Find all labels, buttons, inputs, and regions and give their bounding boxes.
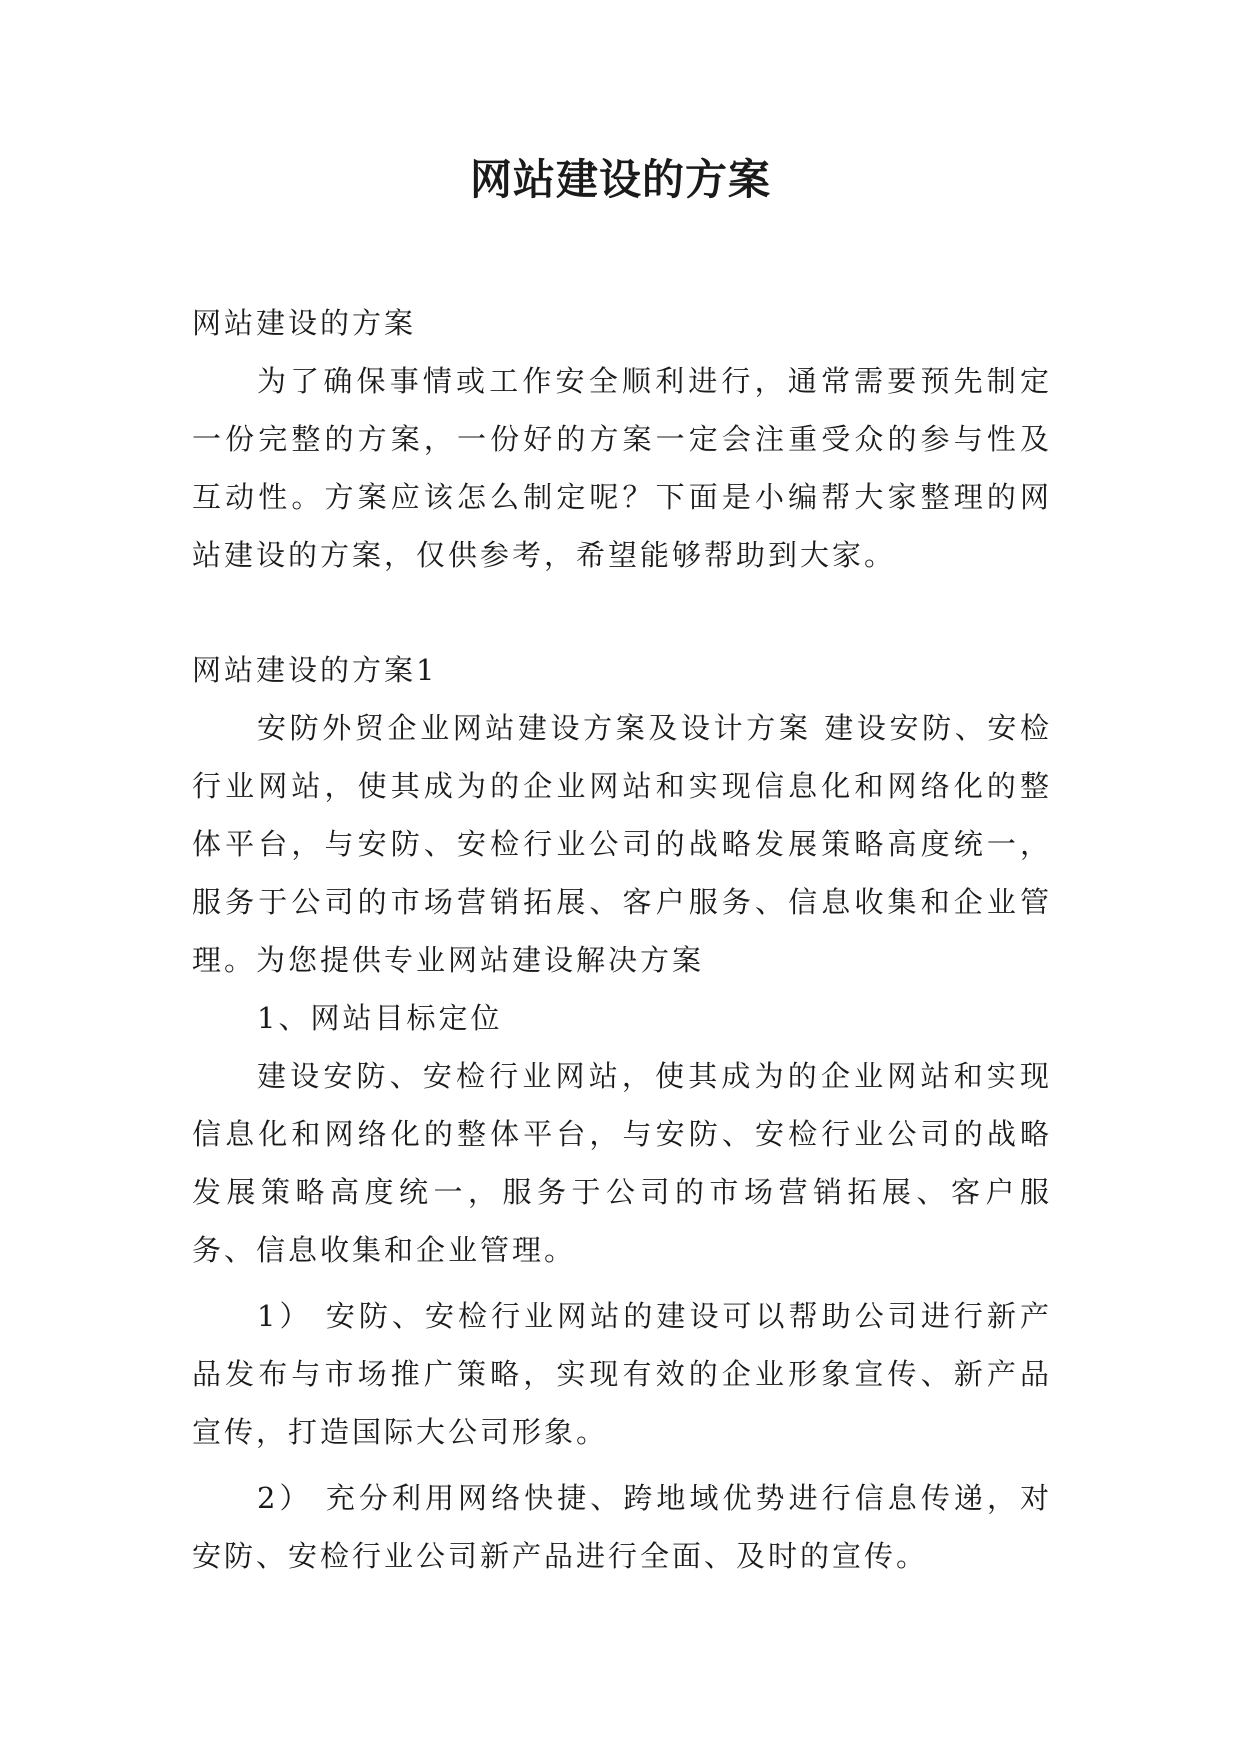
subsection-heading: 1、网站目标定位 — [257, 1001, 503, 1035]
document-body — [192, 294, 1052, 1585]
intro-paragraph: 为了确保事情或工作安全顺利进行，通常需要预先制定一份完整的方案，一份好的方案一定会注重受众的参与性及互动性。方案应该怎么制定呢？下面是小编帮大家整理的网站建设的方案，仅供参考，希望能够帮助到大家。 — [192, 364, 1052, 572]
body-paragraph: 安防外贸企业网站建设方案及设计方案 建设安防、安检行业网站，使其成为的企业网站和实现信息化和网络化的整体平台，与安防、安检行业公司的战略发展策略高度统一，服务于公司的市场营销拓展、客户服务、信息收集和企业管理。为您提供专业网站建设解决方案 — [192, 711, 1052, 977]
document-title: 网站建设的方案 — [469, 155, 771, 204]
section-heading: 网站建设的方案 — [192, 306, 417, 340]
body-paragraph: 建设安防、安检行业网站，使其成为的企业网站和实现信息化和网络化的整体平台，与安防、安检行业公司的战略发展策略高度统一，服务于公司的市场营销拓展、客户服务、信息收集和企业管理。 — [192, 1059, 1052, 1267]
section-heading: 网站建设的方案1 — [192, 653, 438, 687]
numbered-item: 1） 安防、安检行业网站的建设可以帮助公司进行新产品发布与市场推广策略，实现有效的企业形象宣传、新产品宣传，打造国际大公司形象。 — [192, 1299, 1052, 1449]
numbered-item: 2） 充分利用网络快捷、跨地域优势进行信息传递，对安防、安检行业公司新产品进行全面、及时的宣传。 — [192, 1481, 1052, 1573]
